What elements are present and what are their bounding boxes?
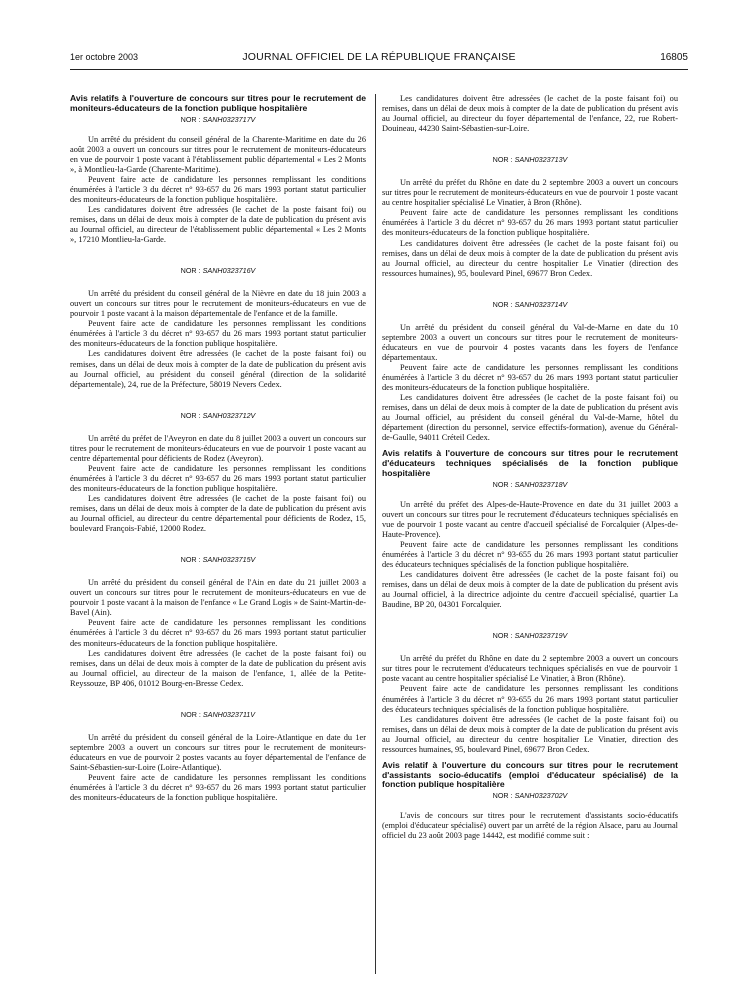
notice-paragraph: Peuvent faire acte de candidature les personnes remplissant les conditions énumérées à l'article 3 du décret n° 93-657 du 26 mars 1993 portant statut particulier des moniteurs-éducateurs de la fonction publique hospitalière. — [382, 362, 678, 393]
notice-paragraph: Un arrêté du préfet de l'Aveyron en date du 8 juillet 2003 a ouvert un concours sur titres pour le recrutement de moniteurs-éducateurs en vue de pourvoir 1 poste vacant au centre départemental pour déficients de Rodez (Aveyron). — [70, 433, 366, 463]
header-rule — [70, 69, 688, 70]
nor-reference: NOR : SANH0323713V — [492, 155, 568, 165]
notice-paragraph: Peuvent faire acte de candidature les personnes remplissant les conditions énumérées à l'article 3 du décret n° 93-657 du 26 mars 1993 portant statut particulier des moniteurs-éducateurs de la fonction publique hospitalière. — [70, 618, 366, 648]
notice-paragraph: Un arrêté du préfet du Rhône en date du 2 septembre 2003 a ouvert un concours sur titres pour le recrutement de moniteurs-éducateurs en vue de pourvoir 1 poste vacant au centre hospitalier spécialisé Le Vinatier, à Bron (Rhône). — [382, 178, 678, 208]
notice-paragraph: Les candidatures doivent être adressées (le cachet de la poste faisant foi) ou remises, dans un délai de deux mois à compter de la date de publication du présent avis au Journal officiel, au directeur du foyer départemental de l'enfance, 22, rue Robert-Douineau, 44230 Saint-Sébastien-sur-Loire. — [382, 94, 678, 134]
notice-paragraph: Les candidatures doivent être adressées (le cachet de la poste faisant foi) ou remises, dans un délai de deux mois à compter de la date de publication du présent avis au Journal officiel, au directeur de la maison de l'enfance, 1, allée de la Petite-Reyssouze, BP 406, 01012 Bourg-en-Bresse Cedex. — [70, 648, 366, 688]
nor-reference: NOR : SANH0323714V — [492, 299, 568, 309]
notice-paragraph: Peuvent faire acte de candidature les personnes remplissant les conditions énumérées à l'article 3 du décret n° 93-657 du 26 mars 1993 portant statut particulier des moniteurs-éducateurs de la fonction publique hospitalière. — [382, 208, 678, 238]
nor-reference: NOR : SANH0323717V — [180, 114, 256, 124]
notice-paragraph: L'avis de concours sur titres pour le recrutement d'assistants socio-éducatifs (emploi d'éducateur spécialisé) ouvert par un arrêté de la région Alsace, paru au Journal officiel du 23 août 2003 page 14442, est modifié comme suit : — [382, 811, 678, 841]
notice-paragraph: Les candidatures doivent être adressées (le cachet de la poste faisant foi) ou remises, dans un délai de deux mois à compter de la date de publication du présent avis au Journal officiel, au directeur du centre hospitalier Le Vinatier, direction des ressources humaines, 95, boulevard Pinel, 69677 Bron Cedex. — [382, 714, 678, 754]
notice-paragraph: Un arrêté du président du conseil général de la Charente-Maritime en date du 26 août 2003 a ouvert un concours sur titres pour le recrutement de moniteurs-éducateurs en vue de pourvoir 1 poste vacant à l'établissement public départemental « Les 2 Monts », à Montlieu-la-Garde (Charente-Maritime). — [70, 134, 366, 174]
journal-title: JOURNAL OFFICIEL DE LA RÉPUBLIQUE FRANÇAISE — [242, 51, 516, 63]
notice-paragraph: Peuvent faire acte de candidature les personnes remplissant les conditions énumérées à l'article 3 du décret n° 93-655 du 26 mars 1993 portant statut particulier des éducateurs techniques spécialisés de la fonction publique hospitalière. — [382, 684, 678, 714]
nor-reference: NOR : SANH0323718V — [492, 479, 568, 489]
notice-paragraph: Un arrêté du président du conseil général de l'Ain en date du 21 juillet 2003 a ouvert un concours sur titres pour le recrutement de moniteurs-éducateurs en vue de pourvoir 1 poste vacant à la maison de l'enfance « Le Grand Logis » de Saint-Martin-de-Bavel (Ain). — [70, 578, 366, 618]
notice-paragraph: Un arrêté du président du conseil général de la Nièvre en date du 18 juin 2003 a ouvert un concours sur titres pour le recrutement de moniteurs-éducateurs en vue de pourvoir 1 poste vacant à la maison départementale de l'enfance et de la famille. — [70, 289, 366, 319]
page-number: 16805 — [660, 52, 688, 63]
left-column — [70, 94, 366, 803]
nor-reference: NOR : SANH0323716V — [180, 266, 256, 276]
header-date: 1er octobre 2003 — [70, 52, 139, 62]
notice-paragraph: Les candidatures doivent être adressées (le cachet de la poste faisant foi) ou remises, dans un délai de deux mois à compter de la date de publication du présent avis au Journal officiel, au président du conseil général du Val-de-Marne, hôtel du département (direction du personnel, service effectifs-formation), avenue du Général-de-Gaulle, 94011 Créteil Cedex. — [382, 393, 678, 443]
section-title-educateurs-techniques: Avis relatifs à l'ouverture de concours sur titres pour le recrutement d'éducateurs techniques spécialisés de la fonction publique hospitalière — [382, 448, 678, 478]
notice-paragraph: Les candidatures doivent être adressées (le cachet de la poste faisant foi) ou remises, dans un délai de deux mois à compter de la date de publication du présent avis au Journal officiel, à la directrice adjointe du centre d'accueil spécialisé, quartier La Baudine, BP 20, 04301 Forcalquier. — [382, 570, 678, 610]
notice-paragraph: Les candidatures doivent être adressées (le cachet de la poste faisant foi) ou remises, dans un délai de deux mois à compter de la date de publication du présent avis au Journal officiel, au directeur de l'établissement public départemental « Les 2 Monts », 17210 Montlieu-la-Garde. — [70, 204, 366, 245]
notice-paragraph: Les candidatures doivent être adressées (le cachet de la poste faisant foi) ou remises, dans un délai de deux mois à compter de la date de publication du présent avis au Journal officiel, au président du conseil général (direction de la solidarité départementale), 24, rue de la Préfecture, 58019 Nevers Cedex. — [70, 349, 366, 389]
notice-paragraph: Un arrêté du préfet du Rhône en date du 2 septembre 2003 a ouvert un concours sur titres pour le recrutement d'éducateurs techniques spécialisés en vue de pourvoir 1 poste vacant au centre hospitalier spécialisé Le Vinatier, à Bron (Rhône). — [382, 654, 678, 684]
section-title-assistants-socio-educatifs: Avis relatif à l'ouverture du concours sur titres pour le recrutement d'assistants socio-éducatifs (emploi d'éducateur spécialisé) de la fonction publique hospitalière — [382, 759, 678, 790]
nor-reference: NOR : SANH0323715V — [180, 555, 256, 565]
section-title-moniteurs: Avis relatifs à l'ouverture de concours sur titres pour le recrutement de moniteurs-éducateurs de la fonction publique hospitalière — [70, 93, 366, 113]
notice-paragraph: Les candidatures doivent être adressées (le cachet de la poste faisant foi) ou remises, dans un délai de deux mois à compter de la date de publication du présent avis au Journal officiel, au directeur du centre départemental pour déficients de Rodez, 15, boulevard François-Fabié, 12000 Rodez. — [70, 494, 366, 534]
notice-paragraph: Peuvent faire acte de candidature les personnes remplissant les conditions énumérées à l'article 3 du décret n° 93-657 du 26 mars 1993 portant statut particulier des moniteurs-éducateurs de la fonction publique hospitalière. — [70, 772, 366, 803]
right-column — [382, 94, 678, 841]
notice-paragraph: Un arrêté du président du conseil général de la Loire-Atlantique en date du 1er septembre 2003 a ouvert un concours sur titres pour le recrutement de moniteurs-éducateurs en vue de pourvoir 2 postes vacants au foyer départemental de l'enfance de Saint-Sébastien-sur-Loire (Loire-Atlantique). — [70, 732, 366, 772]
notice-paragraph: Un arrêté du préfet des Alpes-de-Haute-Provence en date du 31 juillet 2003 a ouvert un concours sur titres pour le recrutement d'éducateurs techniques spécialisés en vue de pourvoir 1 poste vacant au centre d'accueil spécialisé de Forcalquier (Alpes-de-Haute-Provence). — [382, 499, 678, 539]
notice-paragraph: Peuvent faire acte de candidature les personnes remplissant les conditions énumérées à l'article 3 du décret n° 93-655 du 26 mars 1993 portant statut particulier des éducateurs techniques spécialisés de la fonction publique hospitalière. — [382, 539, 678, 570]
notice-paragraph: Les candidatures doivent être adressées (le cachet de la poste faisant foi) ou remises, dans un délai de deux mois à compter de la date de publication du présent avis au Journal officiel, au directeur du centre hospitalier Le Vinatier (direction des ressources humaines), 95, boulevard Pinel, 69677 Bron Cedex. — [382, 238, 678, 278]
notice-paragraph: Peuvent faire acte de candidature les personnes remplissant les conditions énumérées à l'article 3 du décret n° 93-657 du 26 mars 1993 portant statut particulier des moniteurs-éducateurs de la fonction publique hospitalière. — [70, 174, 366, 204]
nor-reference: NOR : SANH0323719V — [492, 631, 568, 641]
notice-paragraph: Un arrêté du président du conseil général du Val-de-Marne en date du 10 septembre 2003 a ouvert un concours sur titres pour le recrutement de moniteurs-éducateurs en vue de pourvoir 4 postes vacants dans les foyers de l'enfance départementaux. — [382, 322, 678, 362]
notice-paragraph: Peuvent faire acte de candidature les personnes remplissant les conditions énumérées à l'article 3 du décret n° 93-657 du 26 mars 1993 portant statut particulier des moniteurs-éducateurs de la fonction publique hospitalière. — [70, 463, 366, 493]
notice-paragraph: Peuvent faire acte de candidature les personnes remplissant les conditions énumérées à l'article 3 du décret n° 93-657 du 26 mars 1993 portant statut particulier des moniteurs-éducateurs de la fonction publique hospitalière. — [70, 319, 366, 349]
page-header — [70, 52, 688, 68]
nor-reference: NOR : SANH0323712V — [180, 410, 256, 420]
nor-reference: NOR : SANH0323702V — [492, 791, 568, 801]
nor-reference: NOR : SANH0323711V — [180, 709, 256, 719]
column-divider — [375, 94, 376, 974]
